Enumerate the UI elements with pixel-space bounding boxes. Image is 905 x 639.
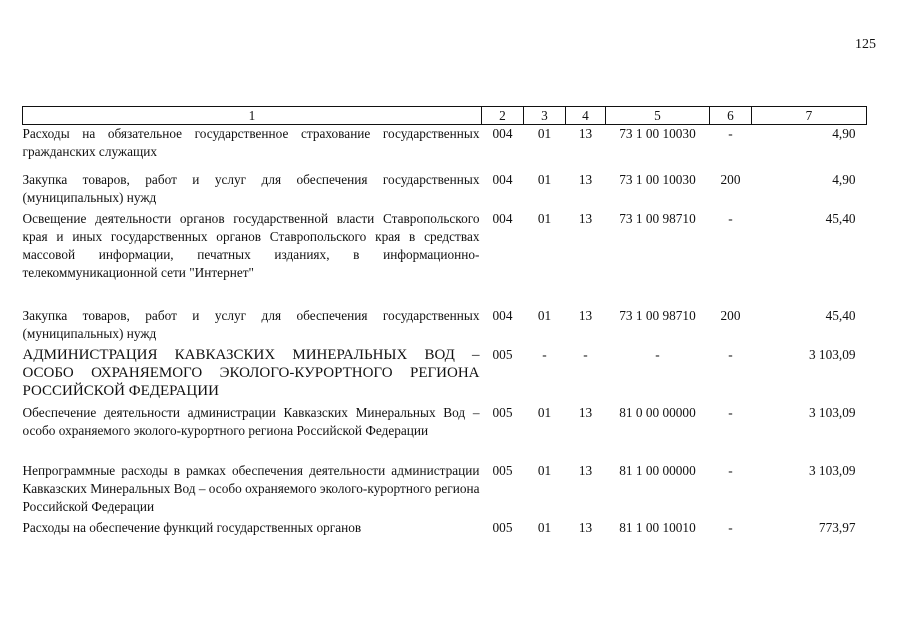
row-type: - [728, 462, 733, 478]
row-name: АДМИНИСТРАЦИЯ КАВКАЗСКИХ МИНЕРАЛЬНЫХ ВОД – ОСОБО ОХРАНЯЕМОГО ЭКОЛОГО-КУРОРТНОГО РЕГИОНА РОССИЙСКОЙ ФЕДЕРАЦИИ [22, 346, 480, 399]
row-code: 005 [492, 462, 513, 478]
table-row [23, 125, 867, 171]
row-code: 004 [492, 126, 513, 141]
row-type: 200 [720, 307, 741, 323]
header-row [23, 107, 867, 125]
table-row [23, 462, 867, 519]
table-row [23, 210, 867, 307]
header-col-1: 1 [23, 107, 482, 125]
row-subsection: 13 [578, 171, 593, 187]
table-row [23, 519, 867, 539]
row-name: Расходы на обеспечение функций государственных органов [22, 519, 362, 535]
row-type: - [728, 346, 733, 362]
row-code: 005 [492, 404, 513, 420]
row-target: 81 1 00 00000 [619, 462, 696, 478]
row-section: 01 [537, 210, 552, 226]
row-subsection: 13 [578, 519, 593, 535]
header-col-5: 5 [606, 107, 710, 125]
row-name: Обеспечение деятельности администрации Кавказских Минеральных Вод – особо охраняемого эколого-курортного региона Российской Федерации [22, 404, 480, 438]
page-number: 125 [855, 37, 876, 52]
table-row [23, 346, 867, 404]
row-amount: 3 103,09 [808, 462, 856, 478]
row-subsection: 13 [578, 126, 593, 141]
row-amount: 45,40 [825, 210, 856, 226]
row-target: 73 1 00 10030 [619, 171, 696, 187]
table-row [23, 171, 867, 210]
row-target: - [655, 346, 660, 362]
header-col-6: 6 [710, 107, 752, 125]
row-type: - [728, 404, 733, 420]
row-type: - [728, 519, 733, 535]
row-code: 004 [492, 210, 513, 226]
row-amount: 3 103,09 [808, 346, 856, 362]
row-type: 200 [720, 171, 741, 187]
row-subsection: 13 [578, 462, 593, 478]
row-subsection: 13 [578, 210, 593, 226]
row-name: Закупка товаров, работ и услуг для обеспечения государственных (муниципальных) нужд [22, 171, 480, 205]
row-target: 73 1 00 10030 [619, 126, 696, 141]
row-name: Освещение деятельности органов государственной власти Ставропольского края и иных государственных органов Ставропольского края в средствах массовой информации, печатных изданиях, в информационно-телекоммуникационной сети "Интернет" [22, 210, 480, 281]
row-name: Непрограммные расходы в рамках обеспечения деятельности администрации Кавказских Минеральных Вод – особо охраняемого эколого-курортного региона Российской Федерации [22, 462, 480, 514]
row-type: - [728, 210, 733, 226]
row-amount: 4,90 [832, 126, 856, 141]
row-code: 005 [492, 519, 513, 535]
header-col-7: 7 [752, 107, 867, 125]
row-amount: 3 103,09 [808, 404, 856, 420]
table-row [23, 404, 867, 462]
row-subsection: 13 [578, 404, 593, 420]
row-section: 01 [537, 307, 552, 323]
row-subsection: - [583, 346, 588, 362]
row-type: - [728, 126, 733, 141]
row-name: Закупка товаров, работ и услуг для обеспечения государственных (муниципальных) нужд [22, 307, 480, 341]
row-amount: 45,40 [825, 307, 856, 323]
header-col-4: 4 [566, 107, 606, 125]
row-code: 004 [492, 307, 513, 323]
row-amount: 4,90 [832, 171, 856, 187]
row-section: 01 [537, 126, 552, 141]
row-section: 01 [537, 171, 552, 187]
row-section: - [542, 346, 547, 362]
table-row [23, 307, 867, 346]
row-section: 01 [537, 462, 552, 478]
row-section: 01 [537, 519, 552, 535]
row-target: 73 1 00 98710 [619, 307, 696, 323]
row-amount: 773,97 [818, 519, 856, 535]
row-section: 01 [537, 404, 552, 420]
row-name: Расходы на обязательное государственное страхование государственных гражданских служащих [22, 126, 480, 160]
row-subsection: 13 [578, 307, 593, 323]
row-code: 005 [492, 346, 513, 362]
row-target: 81 1 00 10010 [619, 519, 696, 535]
header-col-3: 3 [524, 107, 566, 125]
row-target: 73 1 00 98710 [619, 210, 696, 226]
budget-table [22, 106, 867, 539]
row-code: 004 [492, 171, 513, 187]
header-col-2: 2 [482, 107, 524, 125]
row-target: 81 0 00 00000 [619, 404, 696, 420]
